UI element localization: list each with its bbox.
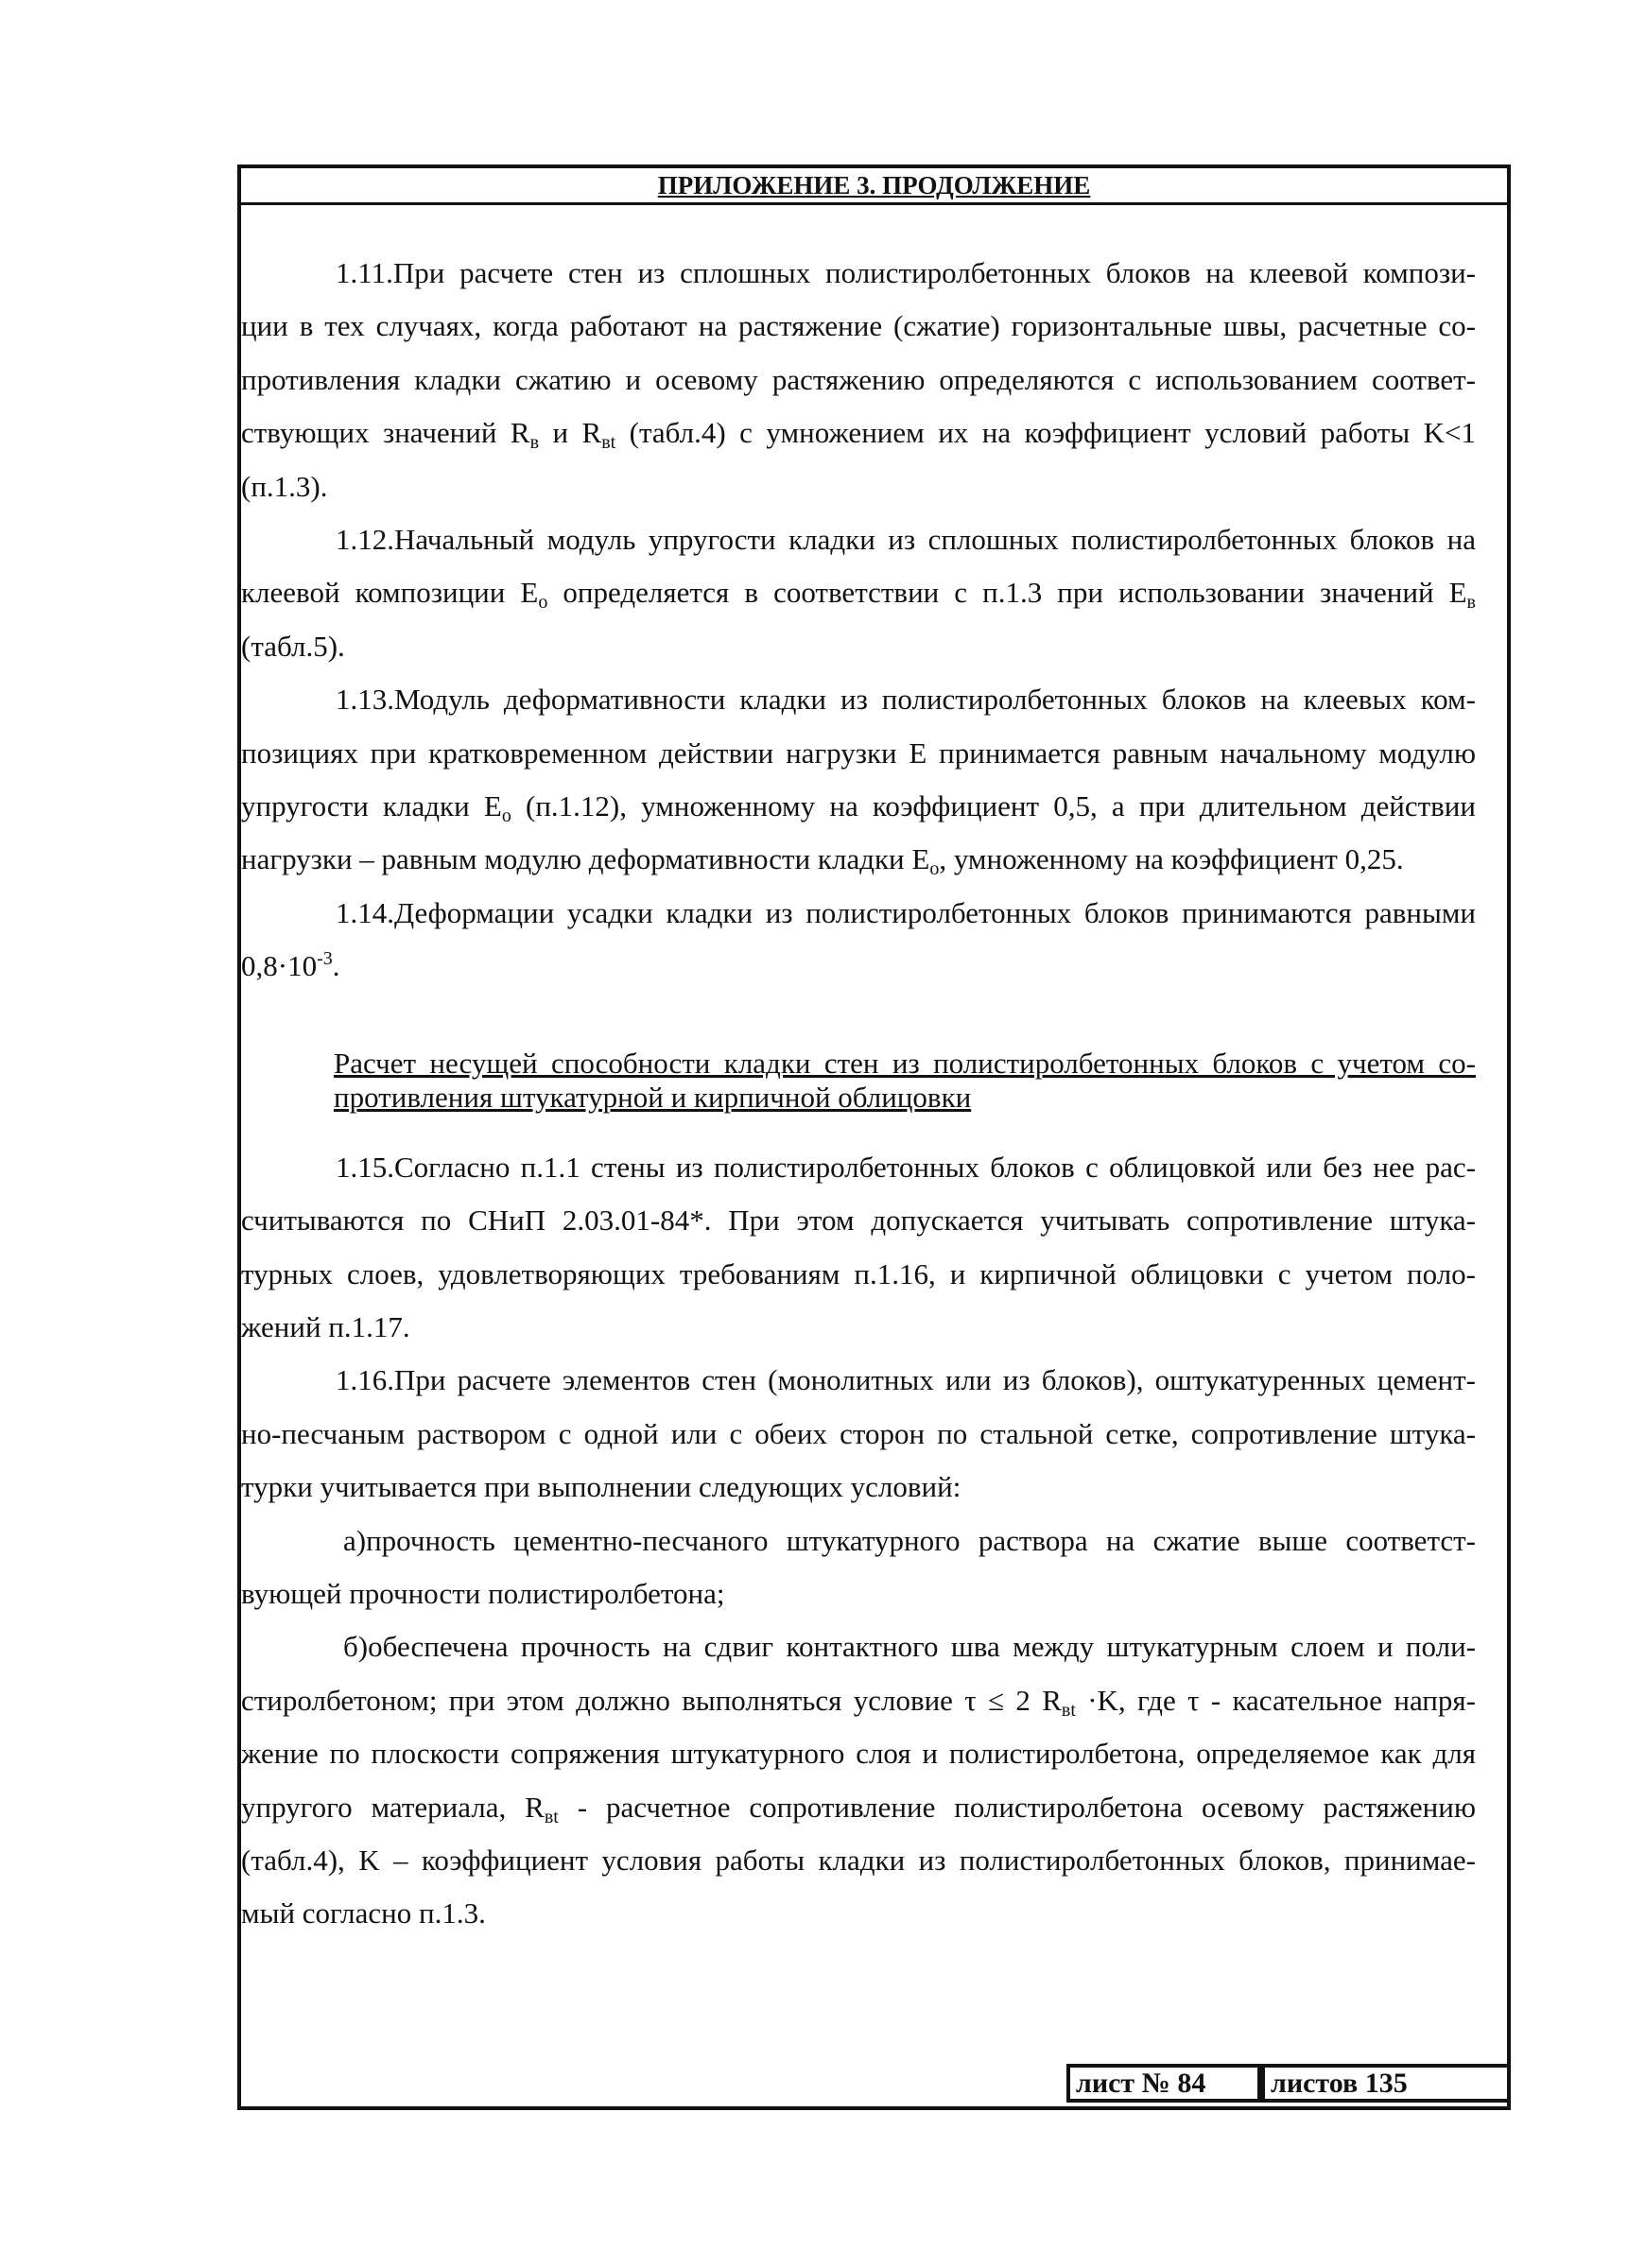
text-line: упругого материала, $R_{вt}$ - расчетное сопротивление полистиролбетона осевому растяжению: [241, 1790, 1477, 1827]
section-heading: противления штукатурной и кирпичной облицовки: [334, 1080, 972, 1114]
text-line: турки учитывается при выполнении следующих условий:: [241, 1470, 961, 1504]
text-line: позициях при кратковременном действии нагрузки E принимается равным начальному модулю: [241, 736, 1476, 770]
text-line: б)обеспечена прочность на сдвиг контактного шва между штукатурным слоем и поли-: [343, 1630, 1476, 1664]
text-line: 1.15.Согласно п.1.1 стены из полистиролбетонных блоков с облицовкой или без нее рас-: [336, 1150, 1476, 1184]
text-line: но-песчаным раствором с одной или с обеих сторон по стальной сетке, сопротивление штука-: [241, 1416, 1476, 1450]
text-line: стиролбетоном; при этом должно выполняться условие τ ≤ 2 $R_{вt} \cdot K$, где τ - касательное напря-: [241, 1683, 1476, 1721]
text-line: ции в тех случаях, когда работают на растяжение (сжатие) горизонтальные швы, расчетные со-: [241, 309, 1476, 343]
text-line: ствующих значений $R_в$ и $R_{вt}$ (табл.4) с умножением их на коэффициент условий работы K<1: [241, 416, 1476, 454]
text-line: мый согласно п.1.3.: [241, 1896, 486, 1930]
text-line: 1.16.При расчете элементов стен (монолитных или из блоков), оштукатуренных цемент-: [336, 1363, 1476, 1397]
text-line: вующей прочности полистиролбетона;: [241, 1576, 725, 1610]
text-line: (табл.4), K – коэффициент условия работы кладки из полистиролбетонных блоков, принимае-: [241, 1843, 1476, 1877]
text-line: турных слоев, удовлетворяющих требованиям п.1.16, и кирпичной облицовки с учетом поло-: [241, 1256, 1476, 1290]
text-line: 1.14.Деформации усадки кладки из полистиролбетонных блоков принимаются равными: [336, 895, 1476, 929]
text-line: (п.1.3).: [241, 469, 328, 503]
text-line: (табл.5).: [241, 629, 345, 663]
text-line: $0,8\cdot 10^{-3}$.: [241, 948, 340, 983]
text-line: нагрузки – равным модулю деформативности кладки $E_o$, умноженному на коэффициент 0,25.: [241, 842, 1404, 880]
text-line: противления кладки сжатию и осевому растяжению определяются с использованием соответ-: [241, 362, 1476, 396]
sheet-number: лист № 84: [1066, 2064, 1261, 2103]
text-line: 1.11.При расчете стен из сплошных полистиролбетонных блоков на клеевой компози-: [336, 256, 1476, 289]
text-line: жений п.1.17.: [241, 1309, 410, 1343]
text-line: жение по плоскости сопряжения штукатурного слоя и полистиролбетона, определяемое как для: [241, 1737, 1476, 1771]
text-line: 1.12.Начальный модуль упругости кладки из сплошных полистиролбетонных блоков на: [336, 523, 1476, 557]
text-line: упругости кладки $E_o$ (п.1.12), умноженному на коэффициент 0,5, а при длительном действии: [241, 789, 1476, 827]
text-line: 1.13.Модуль деформативности кладки из полистиролбетонных блоков на клеевых ком-: [336, 683, 1476, 717]
text-line: считываются по СНиП 2.03.01-84*. При этом допускается учитывать сопротивление штука-: [241, 1203, 1476, 1238]
text-line: клеевой композиции $E_o$ определяется в соответствии с п.1.3 при использовании значений $E_в$: [241, 576, 1476, 614]
sheet-count: листов 135: [1261, 2064, 1511, 2103]
text-line: а)прочность цементно-песчаного штукатурного раствора на сжатие выше соответст-: [343, 1523, 1476, 1557]
document-body: [241, 247, 1476, 1941]
section-heading: Расчет несущей способности кладки стен из полистиролбетонных блоков с учетом со-: [334, 1046, 1476, 1080]
page-frame: [237, 164, 1511, 2110]
page-header: ПРИЛОЖЕНИЕ 3. ПРОДОЛЖЕНИЕ: [241, 168, 1507, 205]
